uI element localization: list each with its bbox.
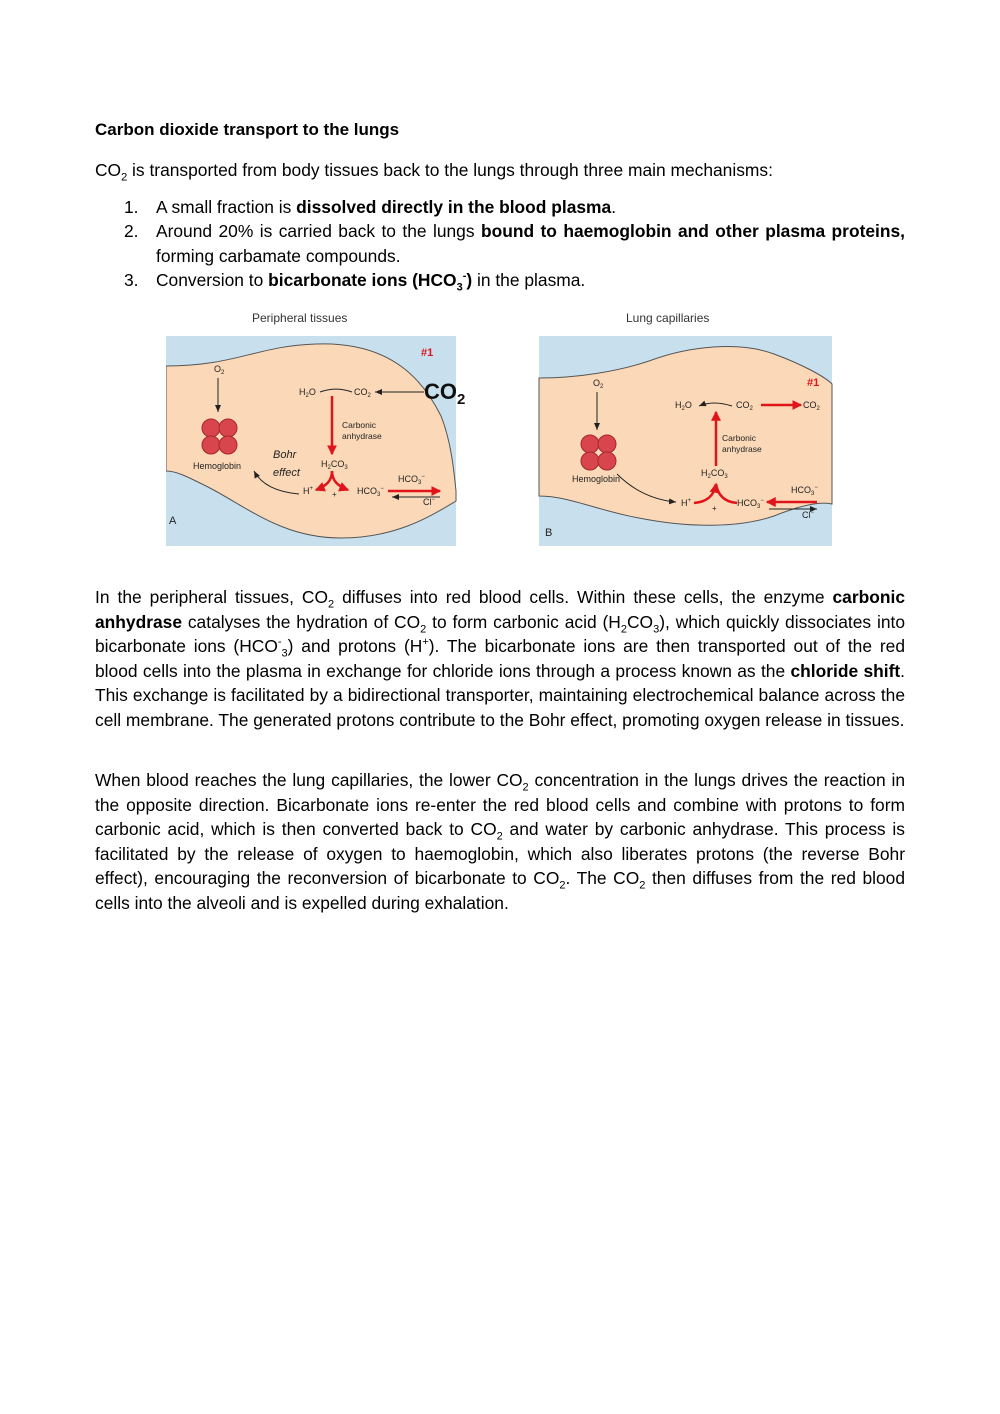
bold-chloride-shift: chloride shift [790, 660, 901, 681]
intro-text: CO [95, 160, 122, 180]
panel-a-o2: $O_2$ [214, 364, 225, 376]
intro-subscript: 2 [121, 171, 128, 184]
list-number: 3. [124, 270, 139, 291]
panel-a-bohr-line2: effect [273, 467, 300, 479]
panel-a [166, 311, 465, 546]
bold-part: bicarbonate ions (HCO [268, 270, 457, 291]
panel-a-cl: Cl− [423, 497, 436, 507]
panel-b-h2co3: $H_2CO_3$ [701, 468, 728, 480]
panel-a-letter: A [169, 515, 177, 527]
co2-transport-figure [166, 306, 836, 551]
panel-b-o2: $O_2$ [593, 378, 604, 390]
list-text-end: in the plasma. [472, 270, 586, 291]
panel-a-co2-large: $CO_2$ [424, 379, 466, 408]
panel-a-co2: $CO_2$ [354, 387, 371, 399]
list-bold-text [268, 270, 473, 294]
list-text-end: forming carbamate compounds. [156, 245, 401, 266]
panel-a-caption: Peripheral tissues [252, 311, 348, 325]
list-text-end: . [611, 196, 617, 217]
list-item [95, 268, 905, 293]
bold-subscript: 3 [456, 281, 463, 294]
panel-b-hco3-in: $HCO_3^-$ [791, 485, 818, 497]
panel-b-caption: Lung capillaries [626, 311, 710, 325]
panel-b-hplus: H+ [681, 498, 692, 508]
panel-a-hemoglobin-label: Hemoglobin [193, 461, 242, 471]
list-text: Conversion to [156, 270, 269, 291]
intro-paragraph [95, 158, 905, 183]
panel-b-cl: Cl− [802, 510, 815, 520]
list-item [95, 195, 905, 220]
panel-b-enzyme-line2: anhydrase [722, 444, 762, 454]
list-text: Around 20% is carried back to the lungs [156, 221, 481, 242]
panel-a-enzyme-line1: Carbonic [342, 420, 377, 430]
panel-b [539, 311, 832, 546]
list-item [95, 219, 905, 268]
document-body [95, 116, 905, 293]
intro-text-rest: is transported from body tissues back to the lungs through three main mechanisms: [127, 160, 773, 180]
panel-b-enzyme-line1: Carbonic [722, 433, 757, 443]
panel-b-h2o: $H_2O$ [675, 400, 692, 412]
bold-part-end: ) [466, 270, 473, 291]
list-bold-text: bound to haemoglobin and other plasma proteins, [480, 221, 905, 242]
panel-b-co2: $CO_2$ [736, 400, 753, 412]
panel-a-hco3: $HCO_3^-$ [357, 486, 384, 498]
list-bold-text: dissolved directly in the blood plasma [296, 196, 612, 217]
panel-b-letter: B [545, 527, 553, 539]
mechanism-list [95, 195, 905, 293]
panel-b-co2-out: $CO_2$ [803, 400, 820, 412]
panel-a-plus: + [332, 490, 337, 499]
section-heading: Carbon dioxide transport to the lungs [95, 120, 400, 139]
panel-b-hco3: $HCO_3^-$ [737, 498, 764, 510]
panel-a-bohr-line1: Bohr [273, 449, 297, 461]
panel-a-h2o: $H_2O$ [299, 387, 316, 399]
panel-b-hemoglobin-label: Hemoglobin [572, 474, 621, 484]
list-number: 2. [124, 221, 139, 242]
bold-superscript: - [462, 270, 467, 283]
panel-b-plus: + [712, 504, 717, 513]
list-text: A small fraction is [156, 196, 297, 217]
paragraph-peripheral-tissues: In the peripheral tissues, $CO_2$ diffuses into red blood cells. Within these cells, the enzyme carbonic anhydrase catalyses the hydration of $CO_2$ to form carbonic acid $(H_2CO_3)$, which quickly dissociates into bicarbonate ions $(HCO^-_3)$ and protons (H+). The bicarbonate ions are then transported out of the red blood cells into the plasma in exchange for chloride ions through a process known as the chloride shift. This exchange is facilitated by a bidirectional transporter, maintaining electrochemical balance across the cell membrane. The generated protons contribute to the Bohr effect, promoting oxygen release in tissues. [95, 587, 906, 730]
panel-b-tag: #1 [807, 377, 820, 389]
panel-a-hco3-out: $HCO_3^-$ [398, 474, 425, 486]
panel-a-hplus: H+ [303, 486, 314, 496]
list-number: 1. [124, 196, 139, 217]
panel-a-tag: #1 [421, 347, 434, 359]
bold-carbonic-anhydrase: carbonic anhydrase [95, 587, 905, 632]
panel-a-h2co3: $H_2CO_3$ [321, 459, 348, 471]
panel-a-enzyme-line2: anhydrase [342, 431, 382, 441]
paragraph-lung-capillaries: When blood reaches the lung capillaries, the lower $CO_2$ concentration in the lungs drives the reaction in the opposite direction. Bicarbonate ions re-enter the red blood cells and combine with protons to form carbonic acid, which is then converted back to $CO_2$ and water by carbonic anhydrase. This process is facilitated by the release of oxygen to haemoglobin, which also liberates protons (the reverse Bohr effect), encouraging the reconversion of bicarbonate to $CO_2$. The $CO_2$ then diffuses from the red blood cells into the alveoli and is expelled during exhalation. [95, 770, 906, 913]
